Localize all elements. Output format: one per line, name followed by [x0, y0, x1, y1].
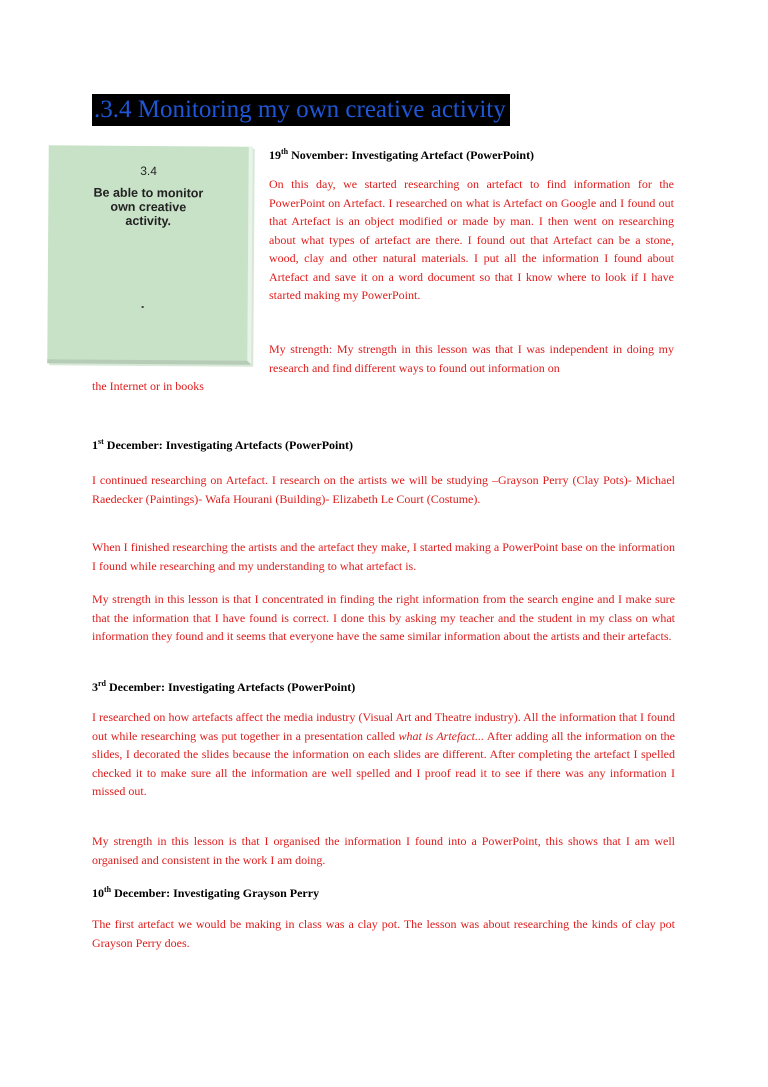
entry-heading: [92, 437, 353, 453]
entry-paragraph: the Internet or in books: [92, 379, 204, 393]
heading-day: 1: [92, 438, 98, 452]
photo-card: [47, 145, 253, 364]
section-title: .3.4 Monitoring my own creative activity: [94, 96, 506, 123]
entry-heading: [269, 147, 534, 163]
heading-text: December: Investigating Artefacts (PowerPoint): [103, 438, 354, 452]
heading-day: 10: [92, 886, 104, 900]
entry-paragraph: I continued researching on Artefact. I research on the artists we will be studying –Grayson Perry (Clay Pots)- Michael Raedecker (Paintings)- Wafa Hourani (Building)- Elizabeth Le Court (Costume).: [92, 473, 675, 506]
paragraph-text: I researched on how artefacts affect the media industry (Visual Art and Theatre industry). All the information that I found out while researching was put together in a presentation called: [92, 710, 675, 743]
entry-paragraph: The first artefact we would be making in class was a clay pot. The lesson was about researching the kinds of clay pot Grayson Perry does.: [92, 917, 675, 950]
entry-paragraph: My strength: My strength in this lesson was that I was independent in doing my research and find different ways to found out information on: [269, 342, 674, 375]
heading-ordinal: th: [281, 147, 289, 156]
entry-heading: [92, 885, 319, 901]
heading-day: 19: [269, 148, 281, 162]
entry-paragraph: When I finished researching the artists and the artefact they make, I started making a PowerPoint base on the information I found while researching and my understanding to what artefact is.: [92, 540, 675, 573]
heading-text: December: Investigating Artefacts (PowerPoint): [106, 680, 356, 694]
card-line: own creative: [110, 199, 187, 215]
heading-text: November: Investigating Artefact (PowerPoint): [288, 148, 535, 162]
entry-paragraph: On this day, we started researching on artefact to find information for the PowerPoint on Artefact. I researched on what is Artefact on Google and I found out that Artefact is an object modified or made by man. I then went on researching about what types of artefact are there. I found out that Artefact can be a stone, wood, clay and other natural materials. I put all the information I found about Artefact and save it on a word document so that I know where to look if I have started making my PowerPoint.: [269, 177, 674, 302]
entry-paragraph: [92, 708, 675, 801]
heading-ordinal: th: [104, 885, 112, 894]
section-title-bar: [92, 94, 510, 126]
heading-ordinal: st: [98, 437, 104, 446]
entry-paragraph: My strength in this lesson is that I concentrated in finding the right information from the search engine and I make sure that the information that I have found is correct. I done this by asking my teacher and the student in my class on what information they found and it seems that everyone have the same similar information about the artists and their artefacts.: [92, 592, 675, 643]
heading-day: 3: [92, 680, 98, 694]
card-line: Be able to monitor: [93, 185, 204, 201]
paragraph-text: After adding all the information on the slides, I decorated the slides because the information on each slides are different. After completing the artefact I spelled checked it to make sure all the information are well spelled and I proof read it to see if there was any information I missed out.: [92, 728, 675, 798]
heading-ordinal: rd: [98, 679, 106, 688]
card-text: [48, 185, 248, 228]
card-line: activity.: [125, 213, 172, 229]
heading-text: December: Investigating Grayson Perry: [111, 886, 320, 900]
entry-paragraph: My strength in this lesson is that I organised the information I found into a PowerPoint, this shows that I am well organised and consistent in the work I am doing.: [92, 834, 675, 867]
paragraph-emphasis: what is Artefact...: [398, 728, 484, 743]
card-mark: [142, 306, 144, 308]
entry-heading: [92, 679, 355, 695]
card-number: 3.4: [140, 163, 157, 179]
